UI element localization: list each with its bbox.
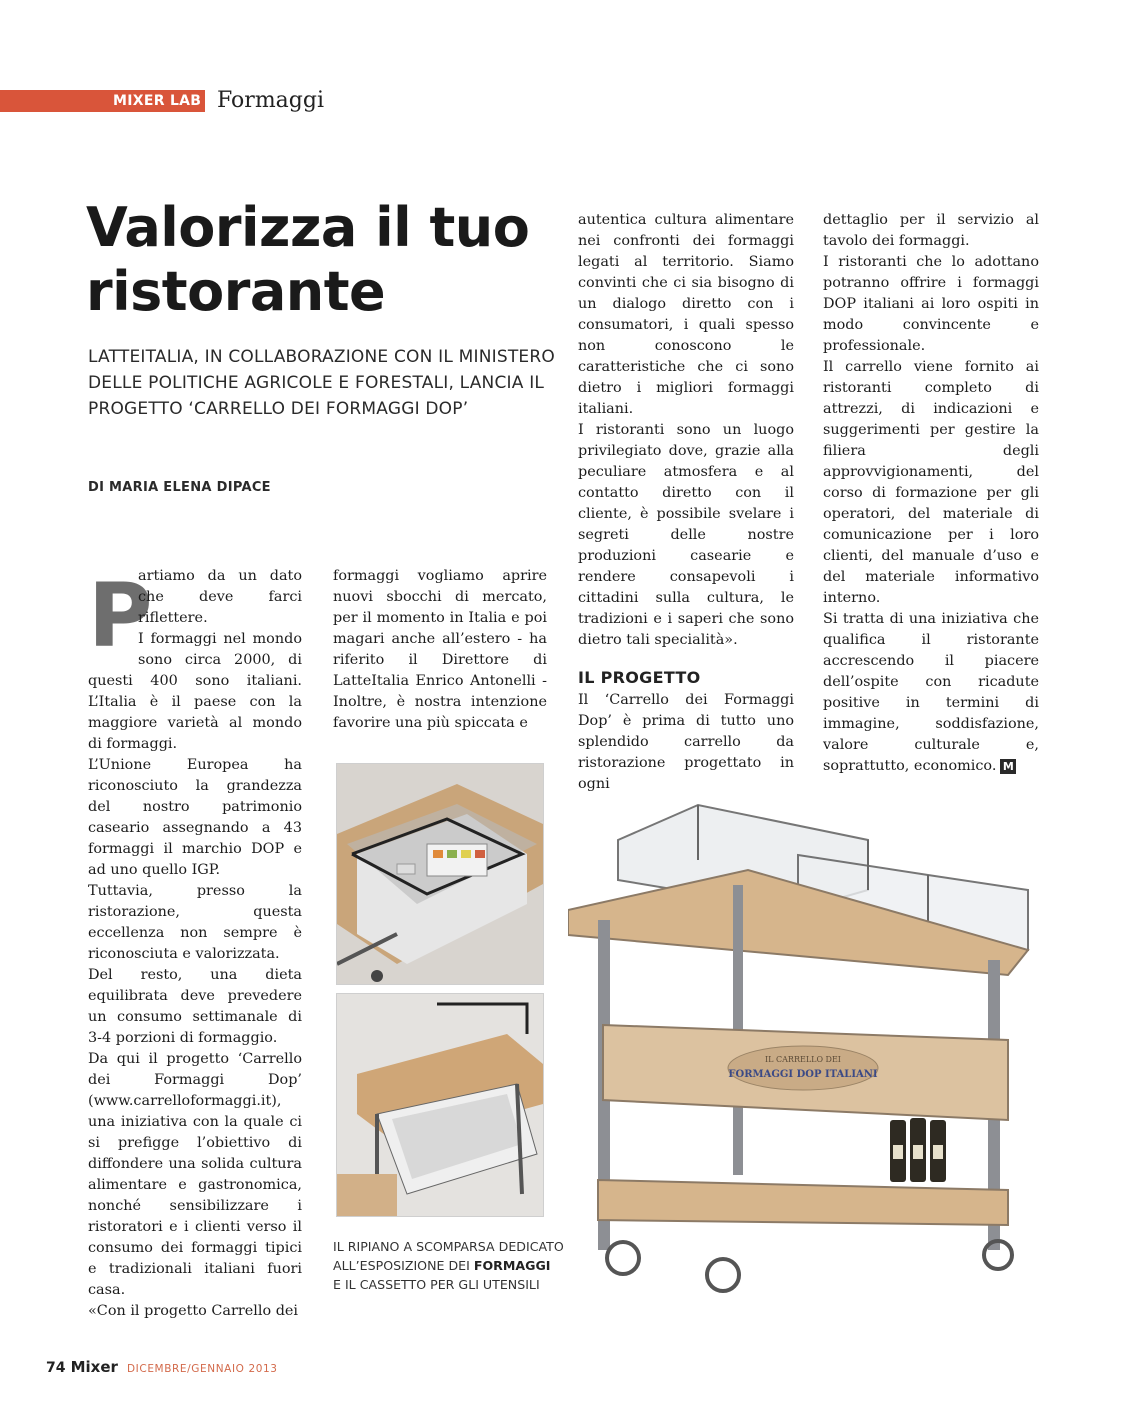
- cart-sign-line2: FORMAGGI DOP ITALIANI: [728, 1069, 878, 1080]
- cart-image: [568, 800, 1038, 1300]
- section-topic: Formaggi: [217, 88, 325, 113]
- page-footer: [46, 1357, 278, 1376]
- byline: DI MARIA ELENA DIPACE: [88, 480, 271, 495]
- photo-shelf-detail: [336, 763, 544, 985]
- body-column-4: [823, 210, 1039, 777]
- cart-illustration: [568, 800, 1038, 1300]
- caption-bold: FORMAGGI: [473, 1258, 551, 1273]
- subhead: IL PROGETTO: [578, 668, 701, 687]
- caption-text: ALL’ESPOSIZIONE DEI: [333, 1258, 470, 1273]
- paragraph: formaggi vogliamo aprire nuovi sbocchi di mercato, per il momento in Italia e poi magari anche all’estero - ha riferito il Direttore di LatteItalia Enrico Antonelli - Inoltre, è nostra intenzione favorire una più spiccata e: [333, 568, 547, 731]
- body-column-1: [88, 566, 302, 1322]
- headline: Valorizza il tuo ristorante: [86, 196, 530, 323]
- deck: LATTEITALIA, IN COLLABORAZIONE CON IL MINISTERO DELLE POLITICHE AGRICOLE E FORESTALI, LANCIA IL PROGETTO ‘CARRELLO DEI FORMAGGI DOP’: [88, 347, 555, 419]
- paragraph: Il ‘Carrello dei Formaggi Dop’ è prima di tutto uno splendido carrello da ristorazione progettato in ogni: [578, 692, 794, 792]
- body-column-2: [333, 566, 547, 734]
- paragraph: Da qui il progetto ‘Carrello dei Formaggi Dop’ (www.carrelloformaggi.it), una iniziativa con la quale ci si prefigge l’obiettivo di diffondere una solida cultura alimentare e gastronomica, nonché sensibilizzare i ristoratori e i clienti verso il consumo dei formaggi tipici e tradizionali italiani fuori casa.: [88, 1051, 302, 1298]
- caption-line: IL RIPIANO A SCOMPARSA DEDICATO: [333, 1239, 564, 1254]
- end-mark-icon: M: [1000, 759, 1016, 774]
- photo-caption: [333, 1237, 593, 1294]
- paragraph: autentica cultura alimentare nei confronti dei formaggi legati al territorio. Siamo convinti che ci sia bisogno di un dialogo diretto con i consumatori, i quali spesso non conoscono le caratteristiche che ci sono dietro i migliori formaggi italiani.: [578, 212, 794, 417]
- shelf-illustration: [337, 764, 543, 984]
- paragraph: «Con il progetto Carrello dei: [88, 1303, 299, 1319]
- caption-line: E IL CASSETTO PER GLI UTENSILI: [333, 1277, 540, 1292]
- photo-drawer-detail: [336, 993, 544, 1217]
- page-number: 74: [46, 1360, 66, 1376]
- paragraph: I ristoranti sono un luogo privilegiato dove, grazie alla peculiare atmosfera e al contatto diretto con il cliente, è possibile svelare i segreti delle nostre produzioni casearie e rendere consapevoli i cittadini sulla cultura, le tradizioni e i saperi che sono dietro tali specialità».: [578, 422, 794, 648]
- body-column-3: [578, 210, 794, 795]
- paragraph-text: Si tratta di una iniziativa che qualifica il ristorante accrescendo il piacere dell’ospite con ricadute positive in termini di immagine, soddisfazione, valore culturale e, soprattutto, economico.: [823, 611, 1039, 774]
- paragraph: Del resto, una dieta equilibrata deve prevedere un consumo settimanale di 3-4 porzioni di formaggio.: [88, 967, 302, 1046]
- drawer-illustration: [337, 994, 543, 1216]
- caption-line: [333, 1256, 593, 1275]
- paragraph: L’Unione Europea ha riconosciuto la grandezza del nostro patrimonio caseario assegnando a 43 formaggi il marchio DOP e ad uno quello IGP.: [88, 757, 302, 878]
- magazine-name: Mixer: [70, 1358, 118, 1376]
- paragraph: dettaglio per il servizio al tavolo dei formaggi.: [823, 212, 1039, 249]
- paragraph: Tuttavia, presso la ristorazione, questa eccellenza non sempre è riconosciuta e valorizzata.: [88, 883, 302, 962]
- issue-date: DICEMBRE/GENNAIO 2013: [127, 1363, 278, 1375]
- drop-cap: P: [88, 564, 153, 667]
- section-label: MIXER LAB: [113, 93, 202, 109]
- cart-sign-line1: IL CARRELLO DEI: [765, 1055, 841, 1064]
- paragraph: [823, 609, 1039, 777]
- paragraph: I formaggi nel mondo sono circa 2000, di questi 400 sono italiani. L’Italia è il paese con la maggiore varietà al mondo di formaggi.: [88, 631, 302, 752]
- paragraph: Il carrello viene fornito ai ristoranti completo di attrezzi, di indicazioni e suggerimenti per gestire la filiera degli approvvigionamenti, del corso di formazione per gli operatori, del materiale di comunicazione per i loro clienti, del manuale d’uso e del materiale informativo interno.: [823, 359, 1039, 606]
- paragraph: I ristoranti che lo adottano potranno offrire i formaggi DOP italiani ai loro ospiti in modo convincente e professionale.: [823, 254, 1039, 354]
- paragraph: artiamo da un dato che deve farci riflettere.: [138, 568, 302, 626]
